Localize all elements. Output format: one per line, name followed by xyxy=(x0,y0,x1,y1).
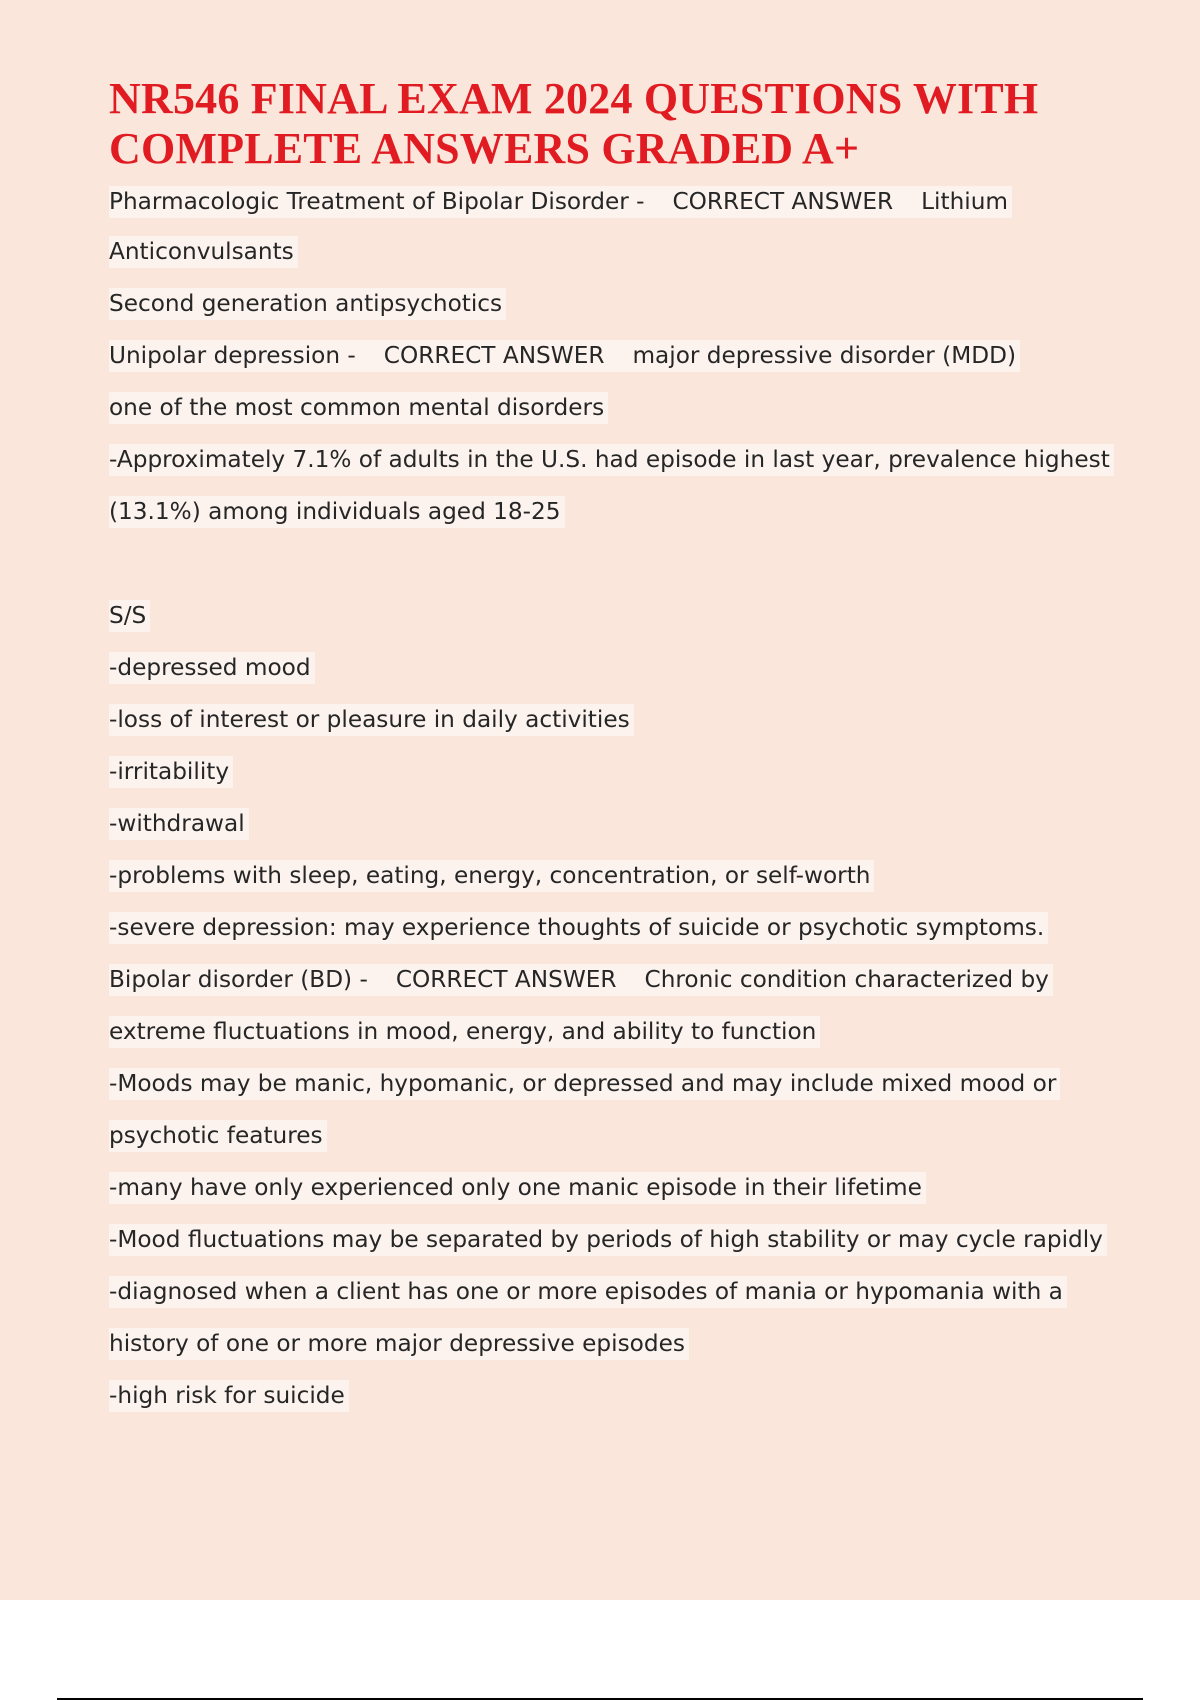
qa-answer-text: -diagnosed when a client has one or more episodes of mania or hypomania with a xyxy=(109,1276,1067,1308)
qa-question-highlight xyxy=(109,964,1053,996)
qa-answer-text: psychotic features xyxy=(109,1120,327,1152)
qa-answer-text: -loss of interest or pleasure in daily activities xyxy=(109,704,634,736)
qa-answer-text: extreme fluctuations in mood, energy, and ability to function xyxy=(109,1016,820,1048)
blank-line xyxy=(109,538,1109,590)
qa-list xyxy=(109,178,1109,1422)
correct-answer-label: CORRECT ANSWER xyxy=(395,966,617,993)
qa-answer-text: Second generation antipsychotics xyxy=(109,288,506,320)
qa-answer-line xyxy=(109,486,1109,538)
qa-answer-text: Anticonvulsants xyxy=(109,236,298,268)
qa-question-line xyxy=(109,330,1109,382)
qa-answer-text: -Mood fluctuations may be separated by periods of high stability or may cycle rapidly xyxy=(109,1224,1107,1256)
qa-answer-text: -withdrawal xyxy=(109,808,249,840)
qa-answer-line xyxy=(109,746,1109,798)
qa-answer-line xyxy=(109,1214,1109,1266)
document-title: NR546 FINAL EXAM 2024 QUESTIONS WITH COMPLETE ANSWERS GRADED A+ xyxy=(109,74,1039,173)
qa-answer-line xyxy=(109,382,1109,434)
document-content xyxy=(109,74,1109,1422)
qa-answer-text: -problems with sleep, eating, energy, concentration, or self-worth xyxy=(109,860,874,892)
qa-answer-text: -severe depression: may experience thoughts of suicide or psychotic symptoms. xyxy=(109,912,1048,944)
qa-answer-line xyxy=(109,1110,1109,1162)
qa-answer-text: -Approximately 7.1% of adults in the U.S. had episode in last year, prevalence highest xyxy=(109,444,1114,476)
qa-question-highlight xyxy=(109,340,1020,372)
qa-answer-text: -Moods may be manic, hypomanic, or depressed and may include mixed mood or xyxy=(109,1068,1060,1100)
qa-answer-line xyxy=(109,590,1109,642)
qa-answer-line xyxy=(109,850,1109,902)
qa-answer-text: -irritability xyxy=(109,756,233,788)
qa-term: Unipolar depression - xyxy=(109,342,356,369)
qa-question-line xyxy=(109,178,1109,226)
qa-answer-line xyxy=(109,1370,1109,1422)
qa-answer-line xyxy=(109,1266,1109,1318)
qa-answer-line xyxy=(109,226,1109,278)
qa-question-line xyxy=(109,954,1109,1006)
qa-answer-line xyxy=(109,642,1109,694)
correct-answer-label: CORRECT ANSWER xyxy=(383,342,605,369)
qa-answer-line xyxy=(109,1058,1109,1110)
qa-answer-line xyxy=(109,694,1109,746)
qa-answer-text: one of the most common mental disorders xyxy=(109,392,608,424)
correct-answer-label: CORRECT ANSWER xyxy=(672,188,894,215)
qa-answer-line xyxy=(109,278,1109,330)
qa-answer-line xyxy=(109,1162,1109,1214)
qa-answer-line xyxy=(109,1006,1109,1058)
qa-answer-text: -high risk for suicide xyxy=(109,1380,349,1412)
qa-answer-text: (13.1%) among individuals aged 18-25 xyxy=(109,496,565,528)
qa-answer-line xyxy=(109,434,1109,486)
qa-answer-text: history of one or more major depressive episodes xyxy=(109,1328,689,1360)
qa-answer-line xyxy=(109,902,1109,954)
qa-answer-line xyxy=(109,1318,1109,1370)
qa-answer-start: Lithium xyxy=(921,188,1009,215)
qa-answer-line xyxy=(109,798,1109,850)
qa-question-highlight xyxy=(109,186,1012,218)
qa-answer-text: -many have only experienced only one manic episode in their lifetime xyxy=(109,1172,926,1204)
qa-answer-text: S/S xyxy=(109,600,150,632)
qa-term: Pharmacologic Treatment of Bipolar Disorder - xyxy=(109,188,645,215)
qa-term: Bipolar disorder (BD) - xyxy=(109,966,368,993)
qa-answer-start: Chronic condition characterized by xyxy=(644,966,1049,993)
qa-answer-start: major depressive disorder (MDD) xyxy=(632,342,1016,369)
qa-answer-text: -depressed mood xyxy=(109,652,315,684)
